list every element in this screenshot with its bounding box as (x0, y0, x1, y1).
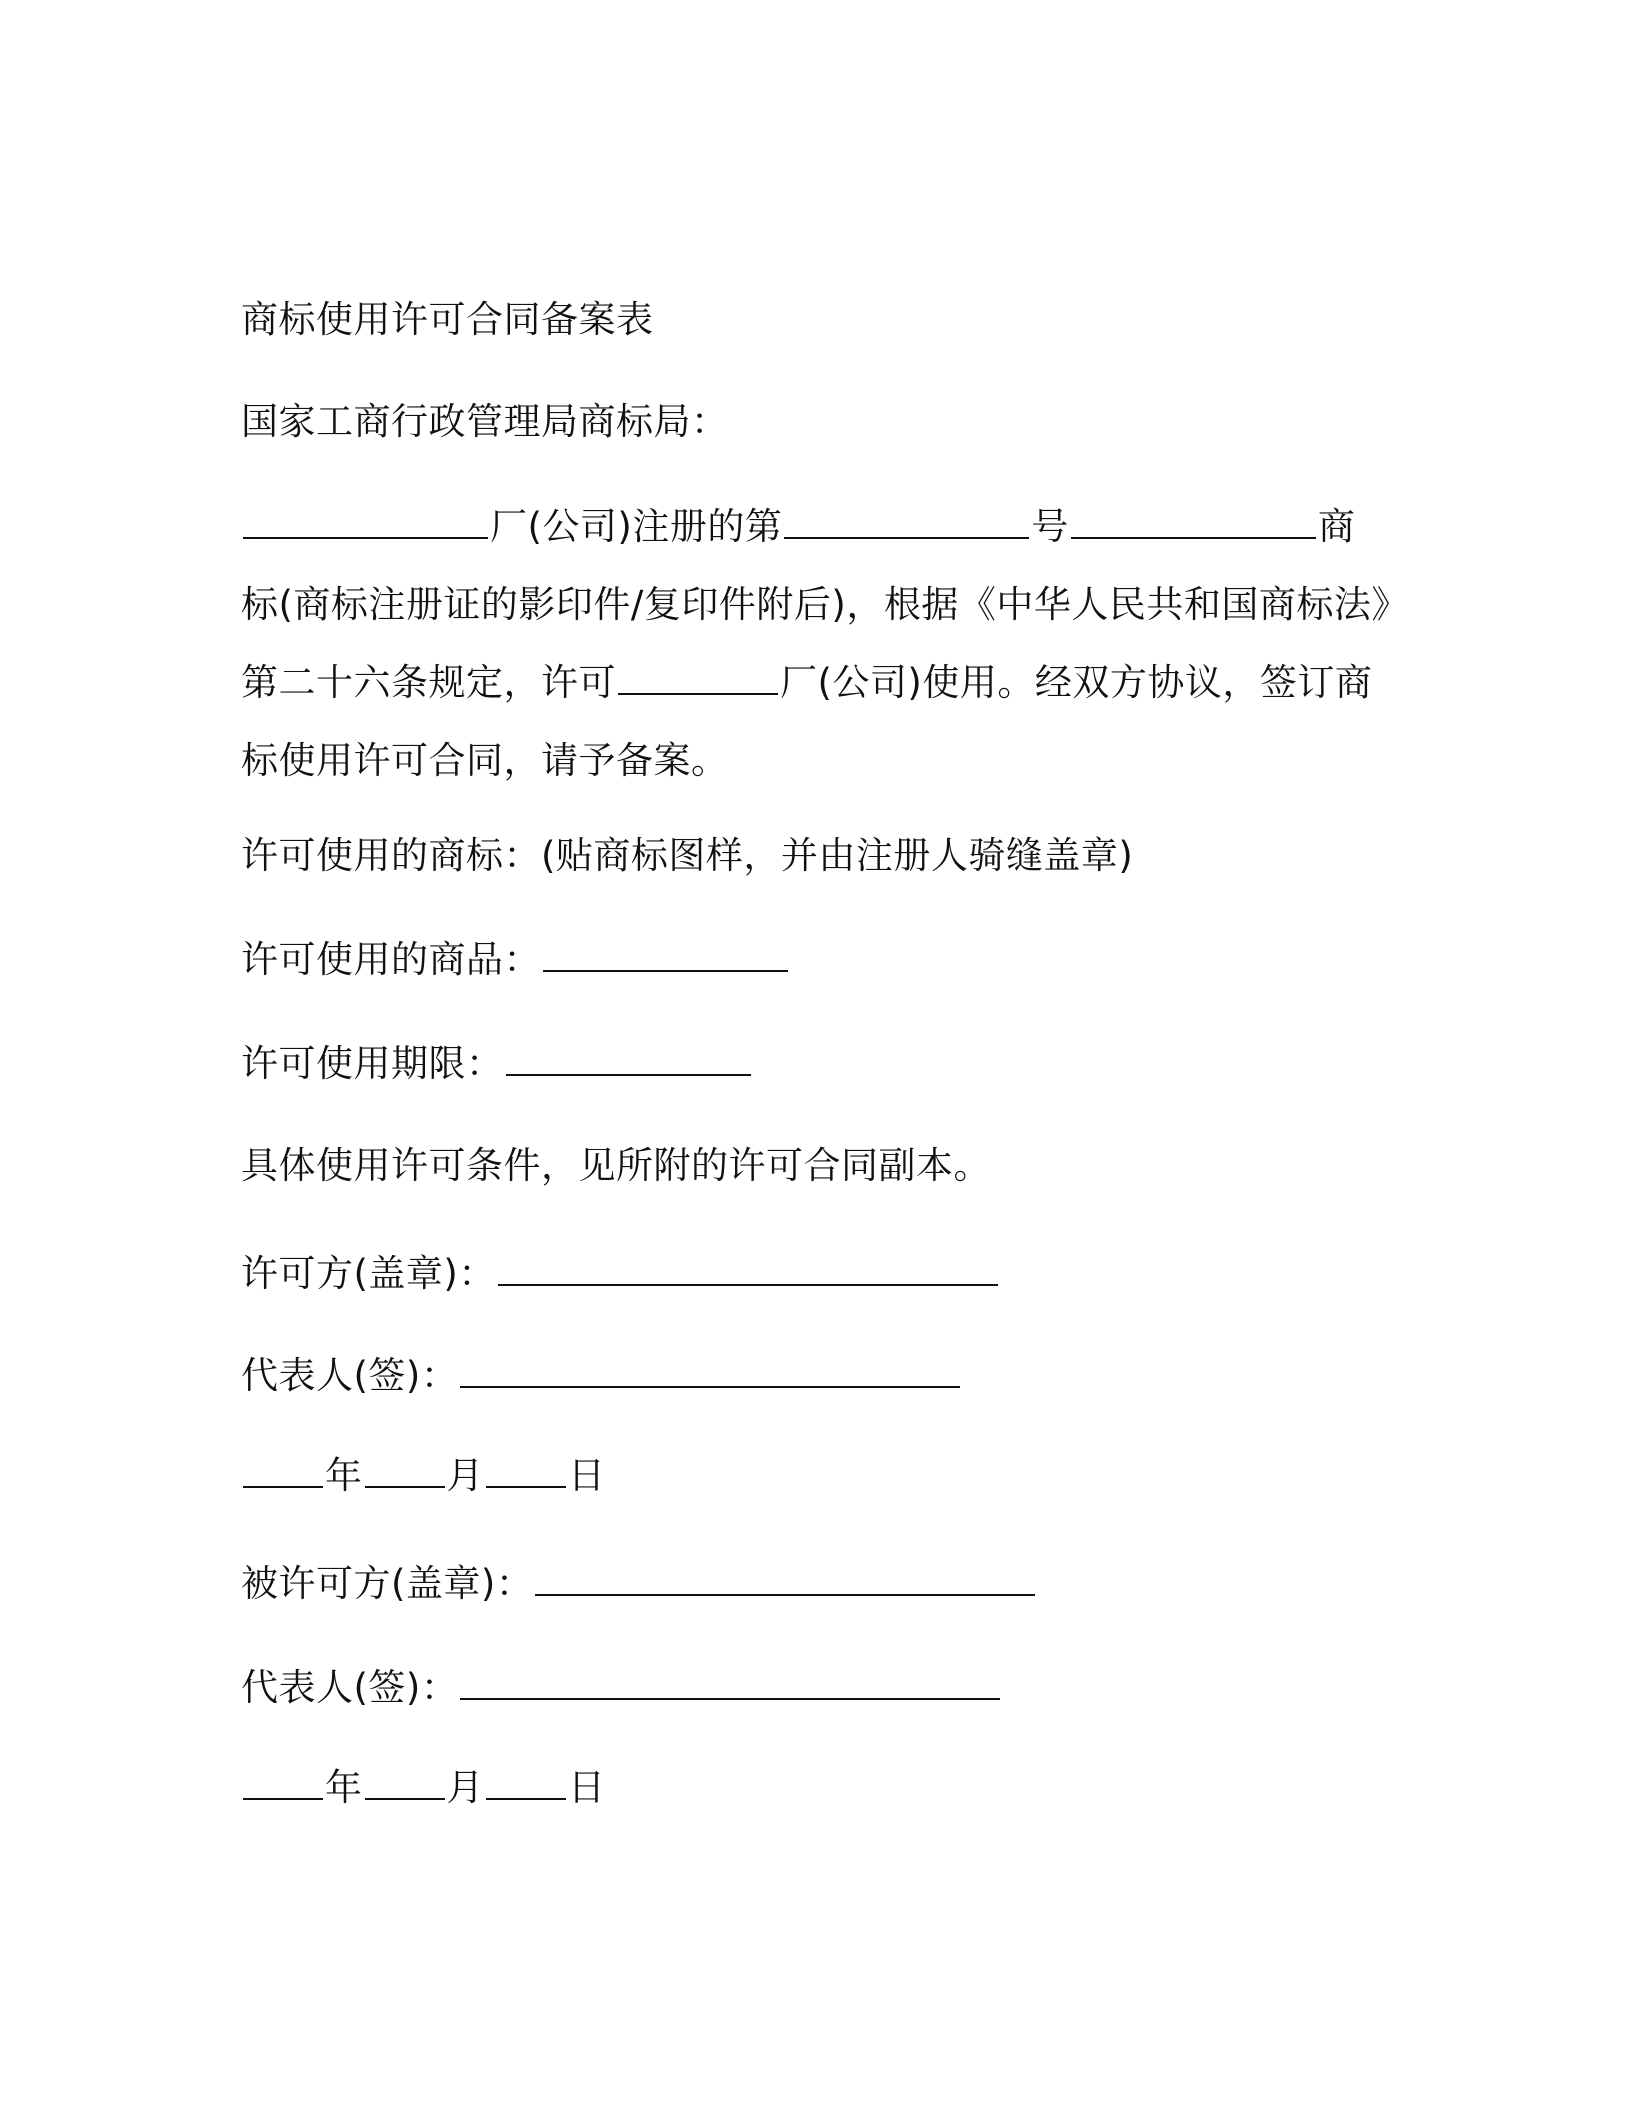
licensor-month-blank[interactable] (365, 1456, 445, 1488)
document-title: 商标使用许可合同备案表 (241, 298, 654, 341)
licensee-date: 年 月 日 (241, 1764, 606, 1812)
licensor-party-label: 许可方(盖章)： (241, 1252, 496, 1295)
conditions-text: 具体使用许可条件，见所附的许可合同副本。 (241, 1144, 991, 1187)
licensor-signature-blank[interactable] (460, 1356, 960, 1388)
registration-number-blank[interactable] (784, 507, 1029, 539)
licensee-name-blank[interactable] (618, 663, 778, 695)
licensee-party-field (241, 1560, 1037, 1608)
body-line-4: 标使用许可合同，请予备案。 (241, 739, 729, 782)
term-blank[interactable] (506, 1044, 751, 1076)
goods-blank[interactable] (543, 940, 788, 972)
body-line-2: 标(商标注册证的影印件/复印件附后)，根据《中华人民共和国商标法》 (241, 583, 1409, 626)
licensor-name-blank[interactable] (243, 507, 488, 539)
licensee-day-blank[interactable] (486, 1768, 566, 1800)
goods-label: 许可使用的商品： (241, 938, 541, 981)
licensee-rep-label: 代表人(签)： (241, 1666, 459, 1709)
licensor-rep-field (241, 1352, 962, 1400)
licensee-rep-field (241, 1664, 1002, 1712)
licensee-month-blank[interactable] (365, 1768, 445, 1800)
body-line-1: 厂(公司)注册的第 号 商 (241, 488, 1401, 566)
licensee-party-label: 被许可方(盖章)： (241, 1562, 534, 1605)
goods-field (241, 936, 790, 984)
body-paragraph (241, 488, 1409, 800)
licensor-day-blank[interactable] (486, 1456, 566, 1488)
licensor-year-blank[interactable] (243, 1456, 323, 1488)
term-field (241, 1040, 753, 1088)
licensee-signature-blank[interactable] (460, 1668, 1000, 1700)
licensor-rep-label: 代表人(签)： (241, 1354, 459, 1397)
body-line-3: 第二十六条规定，许可 厂(公司)使用。经双方协议，签订商 (241, 661, 1373, 704)
licensor-party-field (241, 1250, 1000, 1298)
addressee: 国家工商行政管理局商标局： (241, 400, 729, 443)
term-label: 许可使用期限： (241, 1042, 504, 1085)
trademark-name-blank[interactable] (1071, 507, 1316, 539)
trademark-line: 许可使用的商标：(贴商标图样，并由注册人骑缝盖章) (241, 834, 1134, 877)
licensor-date: 年 月 日 (241, 1452, 606, 1500)
licensee-year-blank[interactable] (243, 1768, 323, 1800)
licensee-seal-blank[interactable] (535, 1564, 1035, 1596)
licensor-seal-blank[interactable] (498, 1254, 998, 1286)
